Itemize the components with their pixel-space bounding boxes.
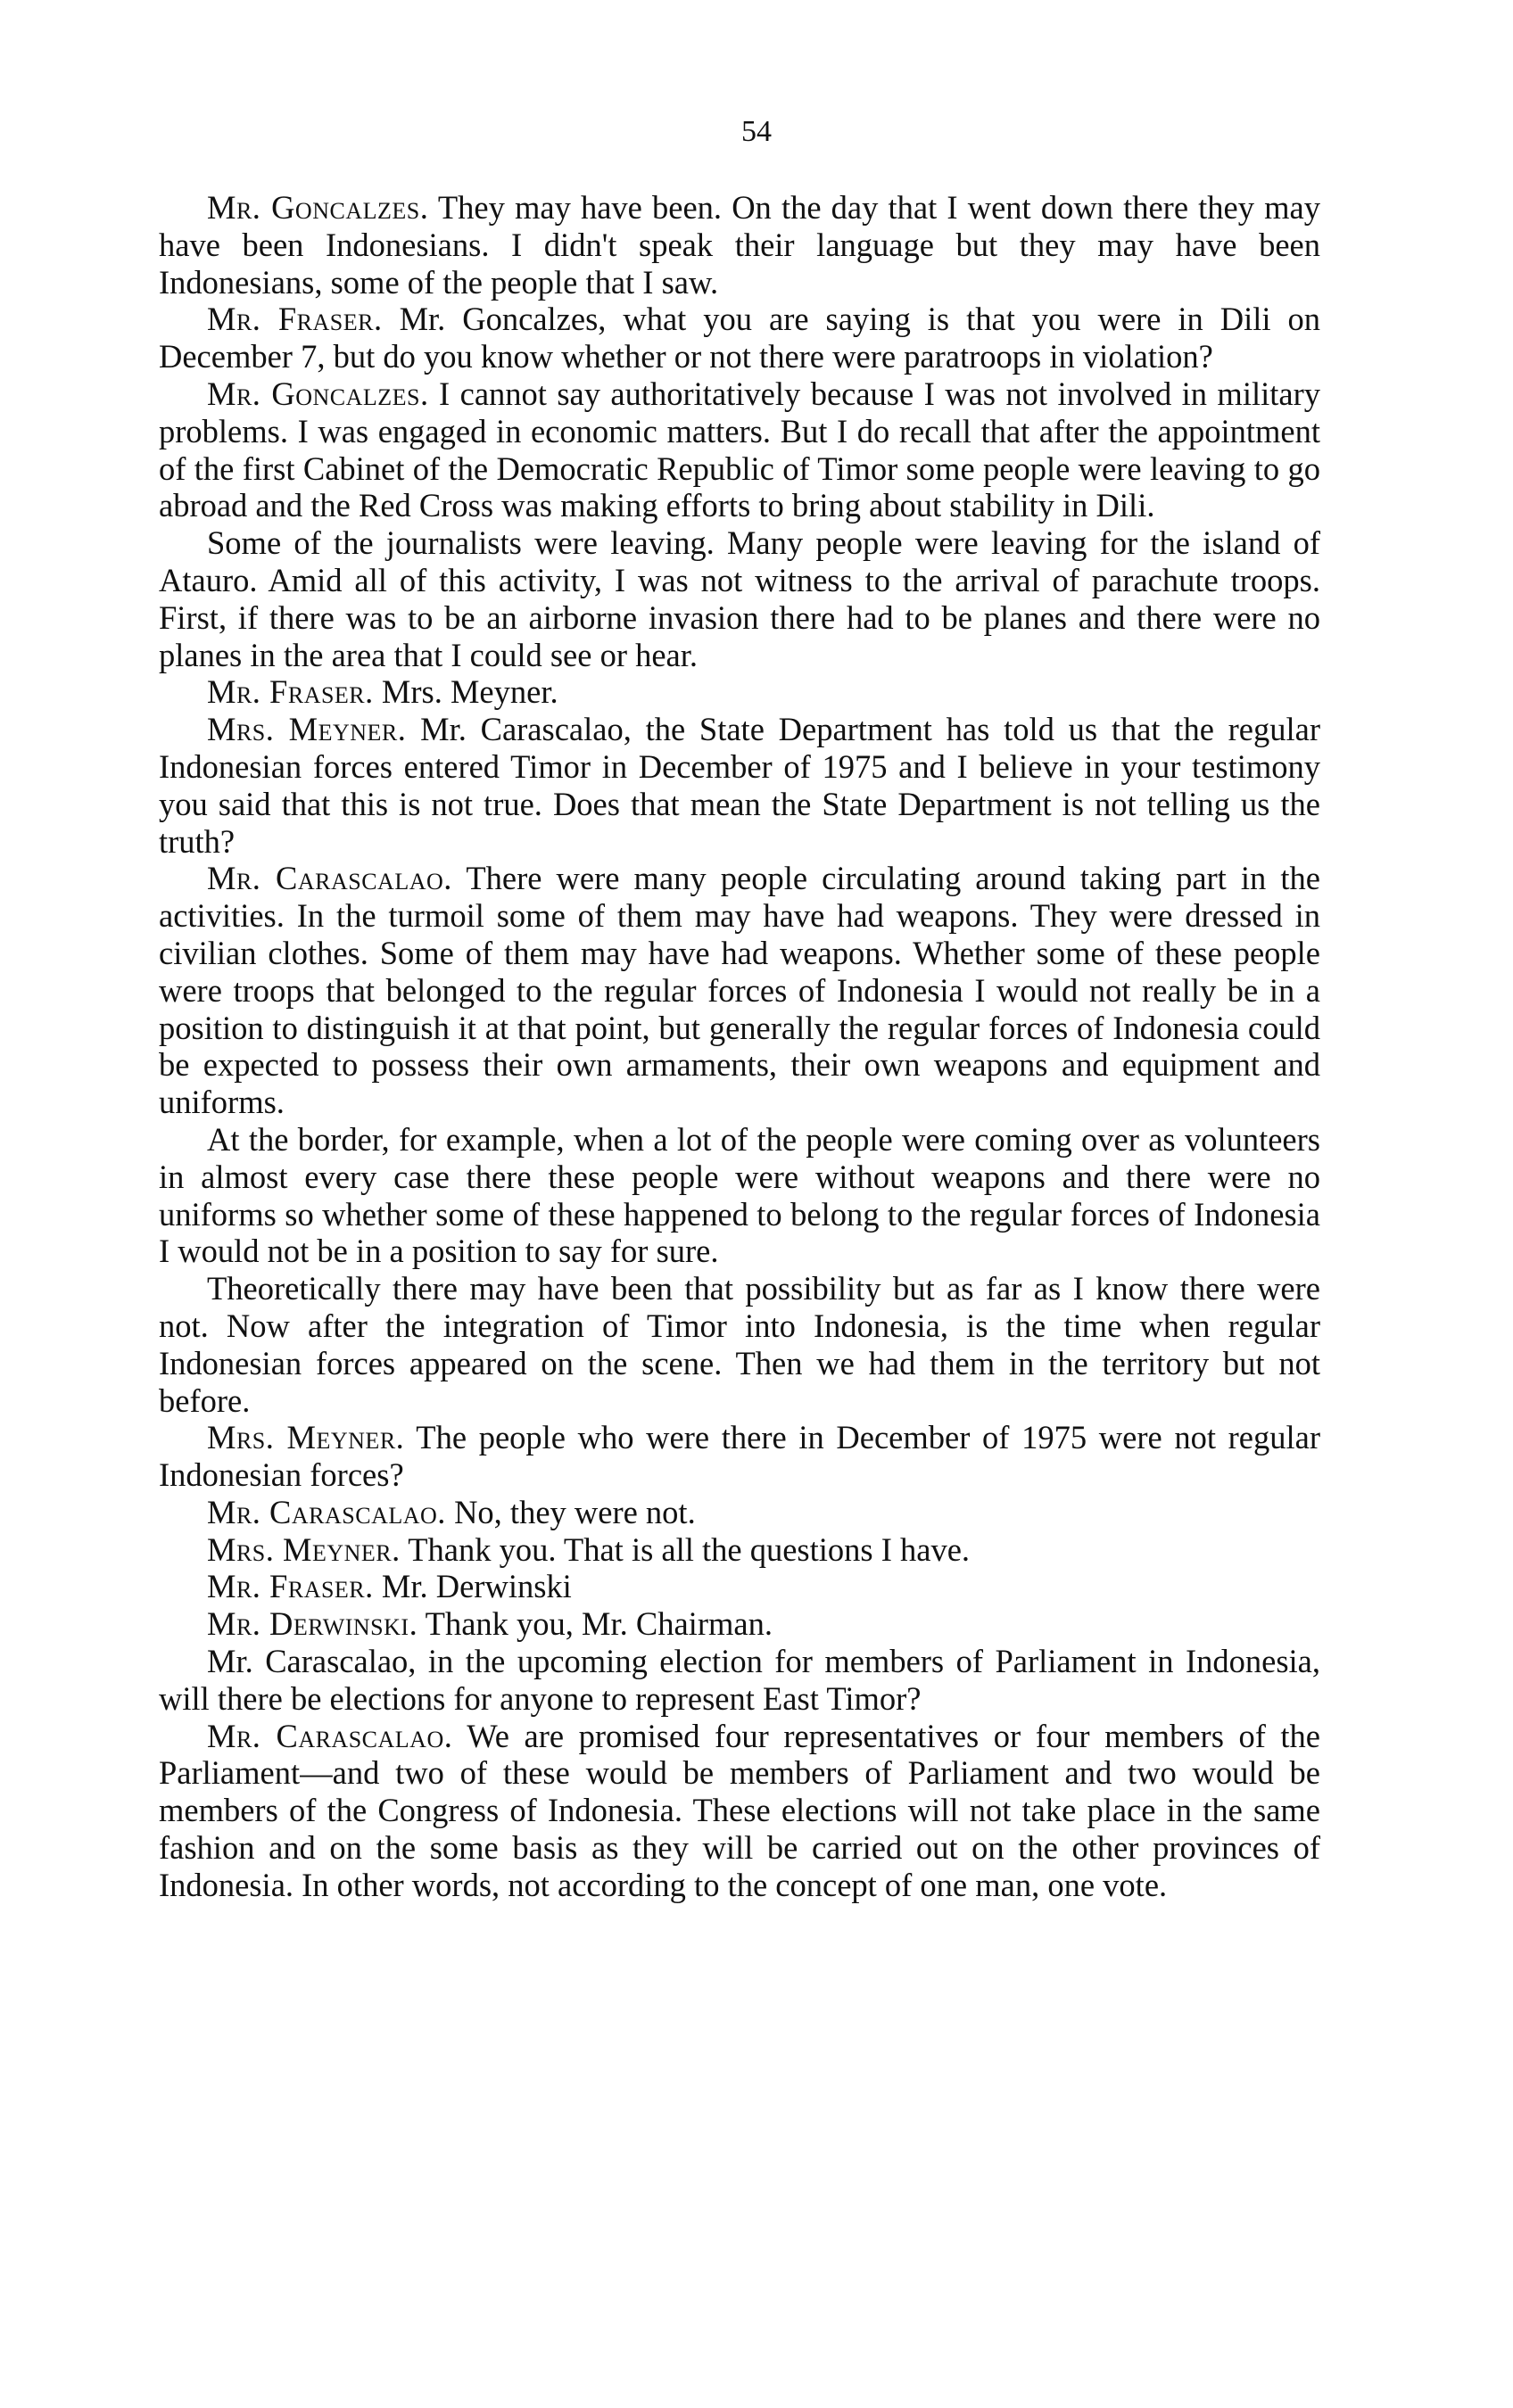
speaker-label: Mr. Goncalzes. — [207, 375, 429, 412]
speaker-label: Mr. Fraser. — [207, 673, 374, 711]
paragraph — [159, 860, 1320, 1121]
speaker-label: Mr. Fraser. — [207, 301, 383, 338]
speaker-label: Mr. Derwinski. — [207, 1605, 418, 1643]
paragraph — [159, 1605, 1320, 1643]
paragraph-text: We are promised four representatives or four members of the Parliament—and two of these would be members of Parliament and two would be members of the Congress of Indonesia. These elections will not take place in the same fashion and on the some basis as they will be carried out on the other provinces of Indonesia. In other words, not according to the concept of one man, one vote. — [159, 1717, 1320, 1903]
paragraph — [159, 301, 1320, 375]
page-number: 54 — [741, 115, 772, 148]
paragraph — [159, 1419, 1320, 1494]
paragraph-text: Thank you, Mr. Chairman. — [418, 1605, 773, 1643]
paragraph — [159, 189, 1320, 301]
paragraph — [159, 1568, 1320, 1605]
paragraph-text: Mr. Carascalao, the State Department has told us that the regular Indonesian forces entered Timor in December of 1975 and I believe in your testimony you said that this is not true. Does that mean the State Department is not telling us the truth? — [159, 711, 1320, 860]
speaker-label: Mr. Goncalzes. — [207, 189, 429, 226]
paragraph-text: They may have been. On the day that I went down there they may have been Indonesians. I didn't speak their language but they may have been Indonesians, some of the people that I saw. — [159, 189, 1320, 301]
paragraph-text: I cannot say authoritatively because I was not involved in military problems. I was engaged in economic matters. But I do recall that after the appointment of the first Cabinet of the Democratic Republic of Timor some people were leaving to go abroad and the Red Cross was making efforts to bring about stability in Dili. — [159, 375, 1320, 524]
paragraph — [159, 711, 1320, 860]
speaker-label: Mrs. Meyner. — [207, 711, 407, 748]
paragraph — [159, 1718, 1320, 1904]
paragraph-text: Mr. Derwinski — [373, 1568, 572, 1605]
speaker-label: Mr. Carascalao. — [207, 860, 452, 897]
paragraph — [159, 1531, 1320, 1569]
transcript-body — [159, 189, 1320, 1904]
paragraph-text: Mr. Carascalao, in the upcoming election for members of Parliament in Indonesia, will there be elections for anyone to represent East Timor? — [159, 1643, 1320, 1717]
speaker-label: Mr. Carascalao. — [207, 1493, 446, 1530]
paragraph-text: Mr. Goncalzes, what you are saying is that you were in Dili on December 7, but do you know whether or not there were paratroops in violation? — [159, 301, 1320, 375]
paragraph — [159, 673, 1320, 711]
paragraph — [159, 1494, 1320, 1531]
paragraph — [159, 1270, 1320, 1419]
paragraph-text: Theoretically there may have been that possibility but as far as I know there were not. Now after the integration of Timor into Indonesia, is the time when regular Indonesian forces appeared on the scene. Then we had them in the territory but not before. — [159, 1270, 1320, 1419]
paragraph — [159, 1643, 1320, 1718]
paragraph-text: Mrs. Meyner. — [373, 673, 558, 711]
paragraph — [159, 524, 1320, 673]
speaker-label: Mr. Carascalao. — [207, 1717, 453, 1754]
paragraph-text: Some of the journalists were leaving. Many people were leaving for the island of Atauro. Amid all of this activity, I was not witness to the arrival of parachute troops. First, if there was to be an airborne invasion there had to be planes and there were no planes in the area that I could see or hear. — [159, 524, 1320, 673]
speaker-label: Mr. Fraser. — [207, 1568, 374, 1605]
paragraph-text: No, they were not. — [445, 1493, 696, 1530]
paragraph — [159, 375, 1320, 524]
paragraph-text: There were many people circulating around taking part in the activities. In the turmoil some of them may have had weapons. They were dressed in civilian clothes. Some of them may have had weapons. Whether some of these people were troops that belonged to the regular forces of Indonesia I would not really be in a position to distinguish it at that point, but generally the regular forces of Indonesia could be expected to possess their own armaments, their own weapons and equipment and uniforms. — [159, 860, 1320, 1121]
speaker-label: Mrs. Meyner. — [207, 1419, 405, 1456]
paragraph-text: Thank you. That is all the questions I have. — [400, 1530, 971, 1568]
paragraph — [159, 1121, 1320, 1270]
paragraph-text: The people who were there in December of 1975 were not regular Indonesian forces? — [159, 1419, 1320, 1494]
speaker-label: Mrs. Meyner. — [207, 1530, 401, 1568]
paragraph-text: At the border, for example, when a lot of the people were coming over as volunteers in almost every case there these people were without weapons and there were no uniforms so whether some of these happened to belong to the regular forces of Indonesia I would not be in a position to say for sure. — [159, 1120, 1320, 1270]
